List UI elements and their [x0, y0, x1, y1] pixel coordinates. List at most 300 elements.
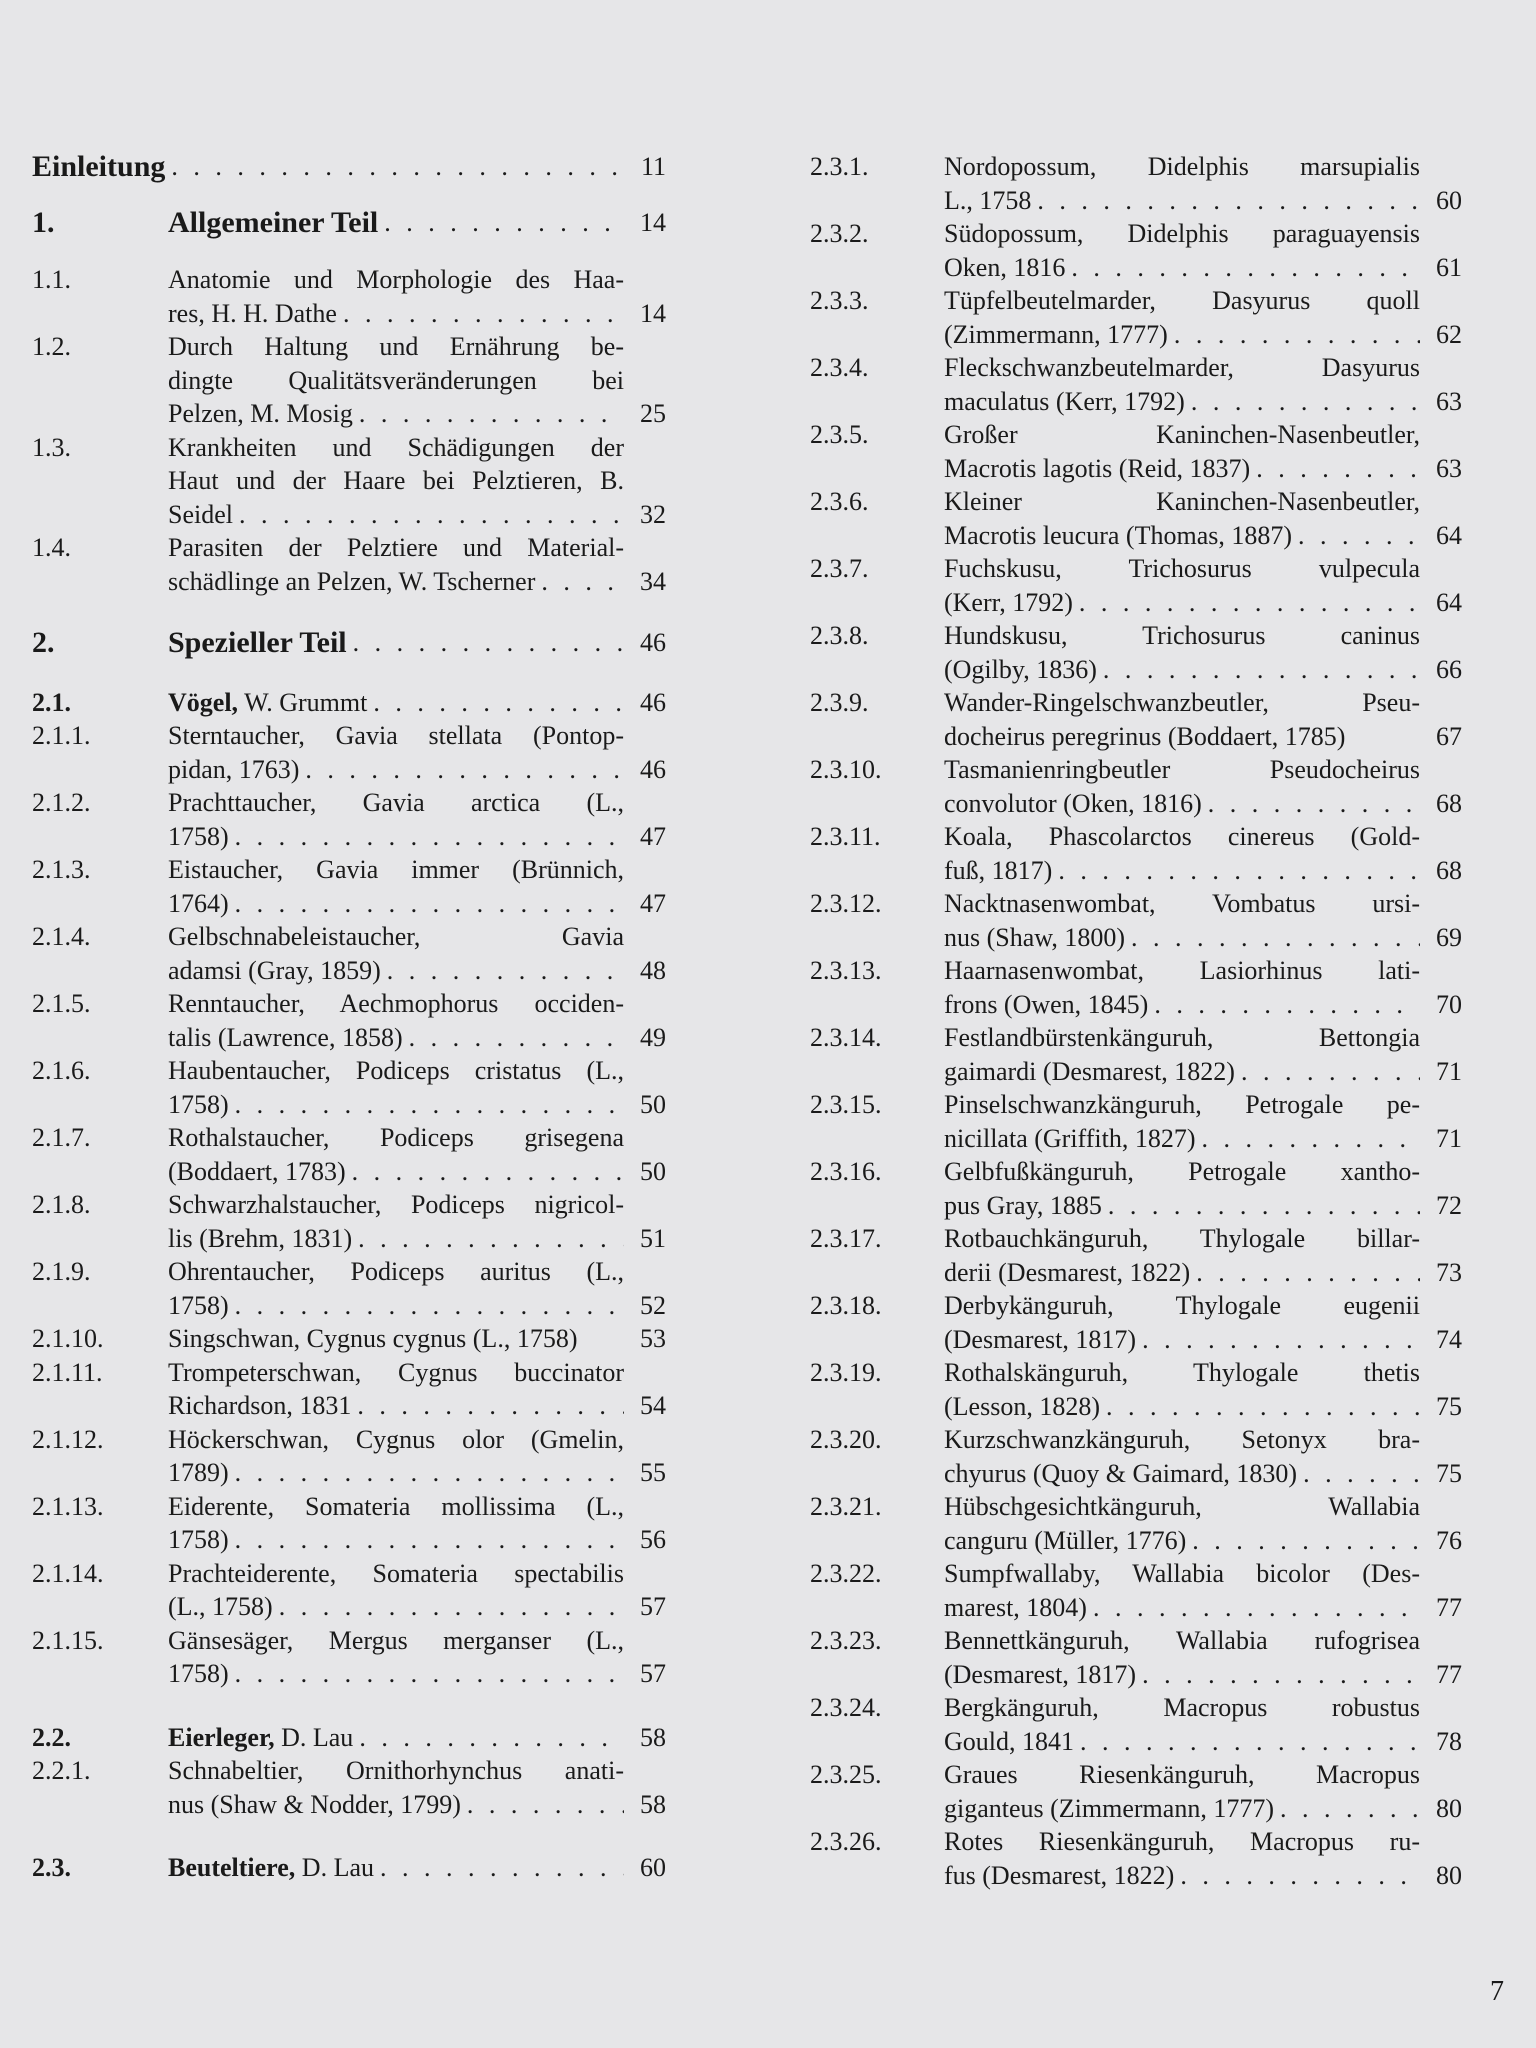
toc-entry-text-line: adamsi (Gray, 1859) [168, 955, 381, 985]
toc-page-number: 47 [640, 821, 666, 851]
toc-entry-number: 2.3.22. [810, 1559, 882, 1588]
toc-entry [810, 619, 1462, 686]
dot-leader [229, 1289, 624, 1323]
toc-entry-number: 2.1.12. [32, 1424, 104, 1454]
toc-entry-text-line: Gänsesäger, Mergus merganser (L., [168, 1625, 624, 1655]
toc-entry-text-line: pidan, 1763) [168, 754, 300, 784]
toc-entry [32, 1322, 666, 1356]
toc-entry-number: 2.3.2. [810, 219, 869, 248]
toc-entry-number: 2.1.15. [32, 1625, 104, 1655]
toc-page-number: 80 [1436, 1793, 1462, 1823]
toc-entry-text-line: docheirus peregrinus (Boddaert, 1785) [944, 721, 1346, 751]
toc-entry-number: 2.3.10. [810, 755, 882, 784]
toc-page-number: 48 [640, 955, 666, 985]
toc-entry-text-line: Anatomie und Morphologie des Haa- [168, 265, 624, 294]
dot-leader [233, 498, 624, 532]
toc-entry [810, 1088, 1462, 1155]
dot-leader [1292, 519, 1420, 553]
dot-leader [165, 150, 624, 184]
toc-entry-number: 1.3. [32, 432, 71, 462]
toc-entry [32, 150, 666, 184]
toc-page-number: 72 [1436, 1190, 1462, 1220]
toc-entry-text-line: nus (Shaw & Nodder, 1799) [168, 1789, 461, 1819]
toc-entry-text-line: Allgemeiner Teil [168, 205, 379, 239]
toc-page-number: 66 [1436, 654, 1462, 684]
toc-entry-text-line: Eistaucher, Gavia immer (Brünnich, [168, 855, 624, 884]
dot-leader [378, 206, 624, 240]
toc-entry-text-line: (L., 1758) [168, 1592, 273, 1621]
toc-entry-number: 2.1.14. [32, 1558, 104, 1588]
toc-page-number: 58 [640, 1789, 666, 1819]
toc-entry-text-line: Schwarzhalstaucher, Podiceps nigricol- [168, 1190, 624, 1219]
toc-entry-text-line: Haut und der Haare bei Pelztieren, B. [168, 466, 624, 495]
toc-page-number: 56 [640, 1525, 666, 1554]
toc-entry-number: 2.2. [32, 1722, 71, 1752]
toc-entry-number: 1.2. [32, 332, 71, 361]
toc-entry-text-line: Wander-Ringelschwanzbeutler, Pseu- [944, 688, 1420, 717]
toc-entry-text-line: Tüpfelbeutelmarder, Dasyurus quoll [944, 286, 1420, 315]
toc-entry-text-line: dingte Qualitätsveränderungen bei [168, 365, 624, 395]
toc-entry-text-line: (Desmarest, 1817) [944, 1659, 1137, 1689]
toc-entry-number: 2.1.8. [32, 1190, 91, 1219]
dot-leader [353, 1721, 624, 1755]
toc-entry-text-line: Krankheiten und Schädigungen der [168, 432, 624, 462]
toc-entry [32, 1721, 666, 1755]
page-number: 7 [1490, 1976, 1504, 2007]
toc-entry-number: 2.1.4. [32, 922, 91, 951]
dot-leader [1125, 921, 1420, 955]
dot-leader [1235, 1055, 1420, 1089]
toc-page-number: 46 [640, 754, 666, 784]
toc-page-number: 47 [640, 888, 666, 918]
toc-entry-number: 2.3.8. [810, 621, 869, 650]
toc-entry-text-line: Derbykänguruh, Thylogale eugenii [944, 1291, 1420, 1320]
toc-entry-text-line: schädlinge an Pelzen, W. Tscherner [168, 566, 536, 596]
toc-page-number: 14 [640, 298, 666, 328]
toc-entry [32, 1624, 666, 1691]
dot-leader [1202, 787, 1420, 821]
toc-entry-text-line: marest, 1804) [944, 1592, 1087, 1622]
toc-entry-text-line: (Ogilby, 1836) [944, 654, 1097, 684]
dot-leader [1100, 1390, 1420, 1424]
toc-entry-number: 2.3.16. [810, 1157, 882, 1186]
toc-entry-text-line: Ohrentaucher, Podiceps auritus (L., [168, 1257, 624, 1286]
toc-entry [810, 753, 1462, 820]
toc-entry [32, 853, 666, 920]
toc-entry [32, 263, 666, 330]
toc-entry-text-line: derii (Desmarest, 1822) [944, 1257, 1191, 1287]
toc-entry-text-line: Höckerschwan, Cygnus olor (Gmelin, [168, 1424, 624, 1454]
toc-entry [32, 431, 666, 532]
toc-entry-text-line: Großer Kaninchen-Nasenbeutler, [944, 420, 1420, 449]
toc-entry-text-line: Parasiten der Pelztiere und Material- [168, 533, 624, 562]
toc-entry-number: 2.1.1. [32, 721, 91, 750]
toc-page-number: 53 [640, 1324, 666, 1353]
toc-entry [32, 786, 666, 853]
toc-entry-text-line: Rothalskänguruh, Thylogale thetis [944, 1358, 1420, 1387]
toc-entry-text-line: Koala, Phascolarctos cinereus (Gold- [944, 822, 1420, 851]
toc-entry-text-line: Macrotis leucura (Thomas, 1887) [944, 520, 1293, 550]
toc-page-number: 55 [640, 1458, 666, 1487]
dot-leader [1136, 1658, 1420, 1692]
toc-page-number: 78 [1436, 1726, 1462, 1756]
toc-entry [810, 284, 1462, 351]
toc-entry-number: 2.3.26. [810, 1827, 882, 1856]
toc-page-number: 25 [640, 399, 666, 428]
dot-leader [273, 1590, 624, 1624]
dot-leader [346, 1155, 624, 1189]
toc-page-number: 49 [640, 1022, 666, 1052]
toc-entry-number: 2.3.6. [810, 487, 869, 516]
toc-page-number: 62 [1436, 319, 1462, 349]
toc-entry [32, 1557, 666, 1624]
toc-column-left [32, 150, 666, 1885]
toc-entry [32, 1188, 666, 1255]
toc-entry-text-line: giganteus (Zimmermann, 1777) [944, 1793, 1274, 1823]
toc-entry-number: 2.3.18. [810, 1291, 882, 1320]
toc-page-number: 14 [640, 207, 666, 237]
toc-entry-text-line: Trompeterschwan, Cygnus buccinator [168, 1357, 624, 1387]
toc-entry-text-line: maculatus (Kerr, 1792) [944, 386, 1185, 416]
toc-page-number: 54 [640, 1391, 666, 1420]
toc-page-number: 11 [640, 152, 666, 181]
dot-leader [1097, 653, 1420, 687]
toc-entry [810, 954, 1462, 1021]
toc-entry-text-line: Rotbauchkänguruh, Thylogale billar- [944, 1224, 1420, 1253]
toc-column-right [810, 150, 1462, 1892]
dot-leader [299, 753, 624, 787]
dot-leader [1274, 1792, 1420, 1826]
toc-page-number: 67 [1436, 721, 1462, 751]
toc-page-number: 77 [1436, 1592, 1462, 1622]
toc-entry-number: 2.3.3. [810, 286, 869, 315]
toc-page-number: 77 [1436, 1659, 1462, 1689]
toc-entry [810, 887, 1462, 954]
toc-entry-text-line: Festlandbürstenkänguruh, Bettongia [944, 1023, 1420, 1052]
toc-entry [32, 987, 666, 1054]
dot-leader [535, 565, 624, 599]
toc-entry [810, 686, 1462, 753]
toc-entry-text-line: Gelbfußkänguruh, Petrogale xantho- [944, 1157, 1420, 1186]
toc-entry-number: 1.1. [32, 265, 71, 294]
toc-entry [810, 820, 1462, 887]
toc-entry-number: 2.3.25. [810, 1760, 882, 1789]
toc-entry-text-line: res, H. H. Dathe [168, 298, 337, 328]
toc-entry [810, 1155, 1462, 1222]
toc-section-heading: Vögel, [168, 687, 239, 717]
toc-entry-text-line: Richardson, 1831 [168, 1391, 352, 1420]
toc-entry-text-line: Pinselschwanzkänguruh, Petrogale pe- [944, 1090, 1420, 1119]
dot-leader [367, 686, 624, 720]
toc-entry-number: 2.1.5. [32, 989, 91, 1018]
toc-entry [810, 1021, 1462, 1088]
toc-page-number: 75 [1436, 1458, 1462, 1488]
toc-entry-text-line: Tasmanienringbeutler Pseudocheirus [944, 755, 1420, 784]
toc-entry [32, 206, 666, 240]
toc-entry-text-line: Südopossum, Didelphis paraguayensis [944, 219, 1420, 248]
toc-entry-text-line: Gould, 1841 [944, 1726, 1074, 1756]
toc-entry-text-line: (Kerr, 1792) [944, 587, 1073, 617]
toc-entry-text-line: Hübschgesichtkänguruh, Wallabia [944, 1492, 1420, 1521]
toc-entry [810, 1423, 1462, 1490]
toc-entry-number: 2. [32, 626, 55, 659]
toc-entry [810, 1691, 1462, 1758]
dot-leader [1087, 1591, 1420, 1625]
toc-page-number: 63 [1436, 386, 1462, 416]
toc-entry-text-line: Macrotis lagotis (Reid, 1837) [944, 453, 1251, 483]
toc-entry-number: 2.3.12. [810, 889, 882, 918]
dot-leader [1174, 1859, 1420, 1893]
toc-entry-text-line: D. Lau [274, 1722, 354, 1752]
toc-entry [810, 1624, 1462, 1691]
toc-entry [810, 217, 1462, 284]
dot-leader [1074, 1725, 1420, 1759]
toc-entry-text-line: (Zimmermann, 1777) [944, 319, 1168, 349]
toc-entry-text-line: Renntaucher, Aechmophorus occiden- [168, 989, 624, 1018]
toc-entry-text-line: nus (Shaw, 1800) [944, 922, 1126, 952]
toc-entry [810, 485, 1462, 552]
toc-entry-text-line: Pelzen, M. Mosig [168, 399, 353, 428]
toc-entry-text-line: Spezieller Teil [168, 626, 347, 659]
toc-entry [810, 1557, 1462, 1624]
toc-entry-number: 2.1.13. [32, 1491, 104, 1521]
dot-leader [1052, 854, 1420, 888]
toc-entry-number: 2.1.11. [32, 1357, 103, 1387]
toc-entry-number: 2.1.2. [32, 788, 91, 817]
toc-entry-number: 2.1.10. [32, 1324, 104, 1353]
toc-page-number: 74 [1436, 1324, 1462, 1354]
toc-entry-text-line: pus Gray, 1885 [944, 1190, 1102, 1220]
toc-entry-number: 2.3.4. [810, 353, 869, 382]
toc-entry [32, 1255, 666, 1322]
toc-page-number: 71 [1436, 1123, 1462, 1153]
toc-entry [32, 330, 666, 431]
toc-page-number: 73 [1436, 1257, 1462, 1287]
toc-entry [32, 1121, 666, 1188]
dot-leader [352, 1222, 624, 1256]
toc-entry-number: 2.1.6. [32, 1056, 91, 1085]
dot-leader [1190, 1256, 1420, 1290]
toc-entry-text-line: Seidel [168, 499, 233, 529]
toc-entry-number: 2.1.9. [32, 1257, 91, 1286]
toc-entry-text-line: W. Grummt [238, 687, 368, 717]
toc-entry-text-line: lis (Brehm, 1831) [168, 1223, 353, 1253]
toc-entry-text-line: Kurzschwanzkänguruh, Setonyx bra- [944, 1425, 1420, 1454]
toc-entry-text-line: 1758) [168, 1525, 229, 1554]
dot-leader [1168, 318, 1420, 352]
toc-entry-number: 2.3. [32, 1853, 71, 1882]
toc-entry-text-line: Durch Haltung und Ernährung be- [168, 332, 624, 361]
dot-leader [229, 1657, 624, 1691]
toc-entry-number: 2.1.3. [32, 855, 91, 884]
dot-leader [229, 887, 624, 921]
toc-entry-number: 2.1. [32, 687, 71, 717]
toc-entry [810, 552, 1462, 619]
toc-entry [810, 1825, 1462, 1892]
toc-entry-text-line: 1764) [168, 888, 229, 918]
dot-leader [1102, 1189, 1420, 1223]
dot-leader [1136, 1323, 1420, 1357]
toc-entry-text-line: Bergkänguruh, Macropus robustus [944, 1693, 1420, 1722]
toc-entry-text-line: canguru (Müller, 1776) [944, 1525, 1187, 1555]
toc-entry-text-line: Haarnasenwombat, Lasiorhinus lati- [944, 956, 1420, 985]
toc-entry [32, 1054, 666, 1121]
toc-page-number: 64 [1436, 520, 1462, 550]
toc-entry-number: 2.3.14. [810, 1023, 882, 1052]
toc-entry-text-line: Rothalstaucher, Podiceps grisegena [168, 1123, 624, 1152]
dot-leader [461, 1788, 624, 1822]
toc-entry-number: 2.3.15. [810, 1090, 882, 1119]
toc-entry-text-line: convolutor (Oken, 1816) [944, 788, 1202, 818]
toc-entry [32, 719, 666, 786]
toc-entry-text-line: 1758) [168, 821, 229, 851]
toc-entry-text-line: Prachteiderente, Somateria spectabilis [168, 1558, 624, 1588]
toc-entry-text-line: Bennettkänguruh, Wallabia rufogrisea [944, 1626, 1420, 1655]
toc-entry-text-line: Nacktnasenwombat, Vombatus ursi- [944, 889, 1420, 918]
toc-entry-text-line: Nordopossum, Didelphis marsupialis [944, 152, 1420, 181]
toc-entry [32, 1490, 666, 1557]
toc-page-number: 70 [1436, 989, 1462, 1019]
toc-page-number: 76 [1436, 1525, 1462, 1555]
toc-page-number: 69 [1436, 922, 1462, 952]
toc-entry-text-line: Haubentaucher, Podiceps cristatus (L., [168, 1056, 624, 1085]
dot-leader [337, 297, 624, 331]
toc-page-number: 32 [640, 499, 666, 529]
toc-entry-text-line: Fleckschwanzbeutelmarder, Dasyurus [944, 353, 1420, 382]
dot-leader [1073, 586, 1420, 620]
toc-entry-text-line: 1758) [168, 1290, 229, 1320]
toc-entry [810, 1758, 1462, 1825]
toc-entry-text-line: Oken, 1816 [944, 252, 1066, 282]
dot-leader [1031, 184, 1420, 218]
dot-leader [1250, 452, 1420, 486]
toc-entry [32, 531, 666, 598]
toc-entry [32, 1851, 666, 1885]
toc-entry-text-line: 1758) [168, 1089, 229, 1119]
toc-entry-number: 2.1.7. [32, 1123, 91, 1152]
toc-entry-number: 2.3.9. [810, 688, 869, 717]
dot-leader [1186, 1524, 1420, 1558]
toc-page-number: 57 [640, 1659, 666, 1688]
toc-entry-number: 2.3.1. [810, 152, 869, 181]
toc-entry-text-line: Einleitung [32, 150, 166, 183]
toc-entry-text-line: Schnabeltier, Ornithorhynchus anati- [168, 1756, 624, 1785]
toc-entry-number: 1. [32, 205, 55, 239]
toc-entry-text-line: talis (Lawrence, 1858) [168, 1022, 403, 1052]
toc-entry [810, 1490, 1462, 1557]
toc-entry [32, 1423, 666, 1490]
toc-page-number: 64 [1436, 587, 1462, 617]
toc-entry-text-line: gaimardi (Desmarest, 1822) [944, 1056, 1235, 1086]
toc-entry-number: 2.3.7. [810, 554, 869, 583]
toc-entry-number: 2.3.19. [810, 1358, 882, 1387]
dot-leader [351, 1389, 624, 1423]
toc-entry-text-line: Singschwan, Cygnus cygnus (L., 1758) [168, 1324, 578, 1353]
toc-page-number: 75 [1436, 1391, 1462, 1421]
toc-page-number: 68 [1436, 788, 1462, 818]
dot-leader [403, 1021, 624, 1055]
toc-section-heading: Beuteltiere, [168, 1853, 296, 1882]
toc-entry-text-line: Eiderente, Somateria mollissima (L., [168, 1491, 624, 1521]
toc-entry [32, 686, 666, 720]
toc-entry-number: 2.3.20. [810, 1425, 882, 1454]
toc-entry-text-line: nicillata (Griffith, 1827) [944, 1123, 1196, 1153]
dot-leader [381, 954, 624, 988]
toc-page-number: 57 [640, 1592, 666, 1621]
toc-entry [32, 920, 666, 987]
toc-entry-text-line: (Desmarest, 1817) [944, 1324, 1137, 1354]
toc-entry-number: 2.3.21. [810, 1492, 882, 1521]
toc-page-number: 50 [640, 1089, 666, 1119]
toc-section-heading: Eierleger, [168, 1722, 275, 1752]
dot-leader [1196, 1122, 1420, 1156]
toc-entry-text-line: Gelbschnabeleistaucher, Gavia [168, 922, 624, 951]
toc-entry-text-line: 1758) [168, 1659, 229, 1688]
toc-entry-number: 2.2.1. [32, 1756, 91, 1785]
toc-page-number: 50 [640, 1156, 666, 1186]
toc-page-number: 60 [640, 1853, 666, 1882]
toc-page-number: 52 [640, 1290, 666, 1320]
toc-page-number: 61 [1436, 252, 1462, 282]
toc-entry [810, 1356, 1462, 1423]
toc-entry [810, 351, 1462, 418]
toc-page-number: 58 [640, 1722, 666, 1752]
toc-page-number: 63 [1436, 453, 1462, 483]
toc-entry-text-line: frons (Owen, 1845) [944, 989, 1149, 1019]
toc-page-number: 46 [640, 687, 666, 717]
toc-entry [810, 418, 1462, 485]
toc-entry-text-line: 1789) [168, 1458, 229, 1487]
toc-entry-text-line: (Lesson, 1828) [944, 1391, 1100, 1421]
dot-leader [1297, 1457, 1420, 1491]
toc-entry-text-line: fus (Desmarest, 1822) [944, 1860, 1175, 1890]
toc-entry-number: 2.3.13. [810, 956, 882, 985]
toc-page-number: 60 [1436, 185, 1462, 215]
toc-entry [32, 1356, 666, 1423]
toc-entry-text-line: chyurus (Quoy & Gaimard, 1830) [944, 1458, 1298, 1488]
toc-entry-text-line: Sterntaucher, Gavia stellata (Pontop- [168, 721, 624, 750]
dot-leader [374, 1851, 624, 1885]
toc-entry-text-line: Sumpfwallaby, Wallabia bicolor (Des- [944, 1559, 1420, 1588]
toc-entry-text-line: Kleiner Kaninchen-Nasenbeutler, [944, 487, 1420, 516]
dot-leader [229, 1088, 624, 1122]
dot-leader [1185, 385, 1420, 419]
toc-entry-text-line: (Boddaert, 1783) [168, 1156, 346, 1186]
toc-entry [810, 1222, 1462, 1289]
toc-entry-text-line: Graues Riesenkänguruh, Macropus [944, 1760, 1420, 1789]
toc-entry [810, 150, 1462, 217]
toc-entry-text-line: Fuchskusu, Trichosurus vulpecula [944, 554, 1420, 583]
toc-page-number: 80 [1436, 1860, 1462, 1890]
toc-entry-number: 2.3.17. [810, 1224, 882, 1253]
toc-entry-number: 2.3.11. [810, 822, 881, 851]
dot-leader [353, 397, 624, 431]
dot-leader [229, 1523, 624, 1557]
toc-entry-text-line: L., 1758 [944, 185, 1032, 215]
toc-entry-text-line: Prachttaucher, Gavia arctica (L., [168, 788, 624, 817]
toc-entry [32, 626, 666, 660]
dot-leader [1148, 988, 1420, 1022]
dot-leader [347, 626, 624, 660]
toc-entry-text-line: fuß, 1817) [944, 855, 1053, 885]
toc-entry-number: 2.3.5. [810, 420, 869, 449]
toc-entry-text-line: D. Lau [295, 1853, 374, 1882]
toc-page-number: 34 [640, 566, 666, 596]
toc-page-number: 46 [640, 628, 666, 657]
toc-entry [810, 1289, 1462, 1356]
toc-entry-number: 2.3.23. [810, 1626, 882, 1655]
toc-entry-number: 1.4. [32, 533, 71, 562]
